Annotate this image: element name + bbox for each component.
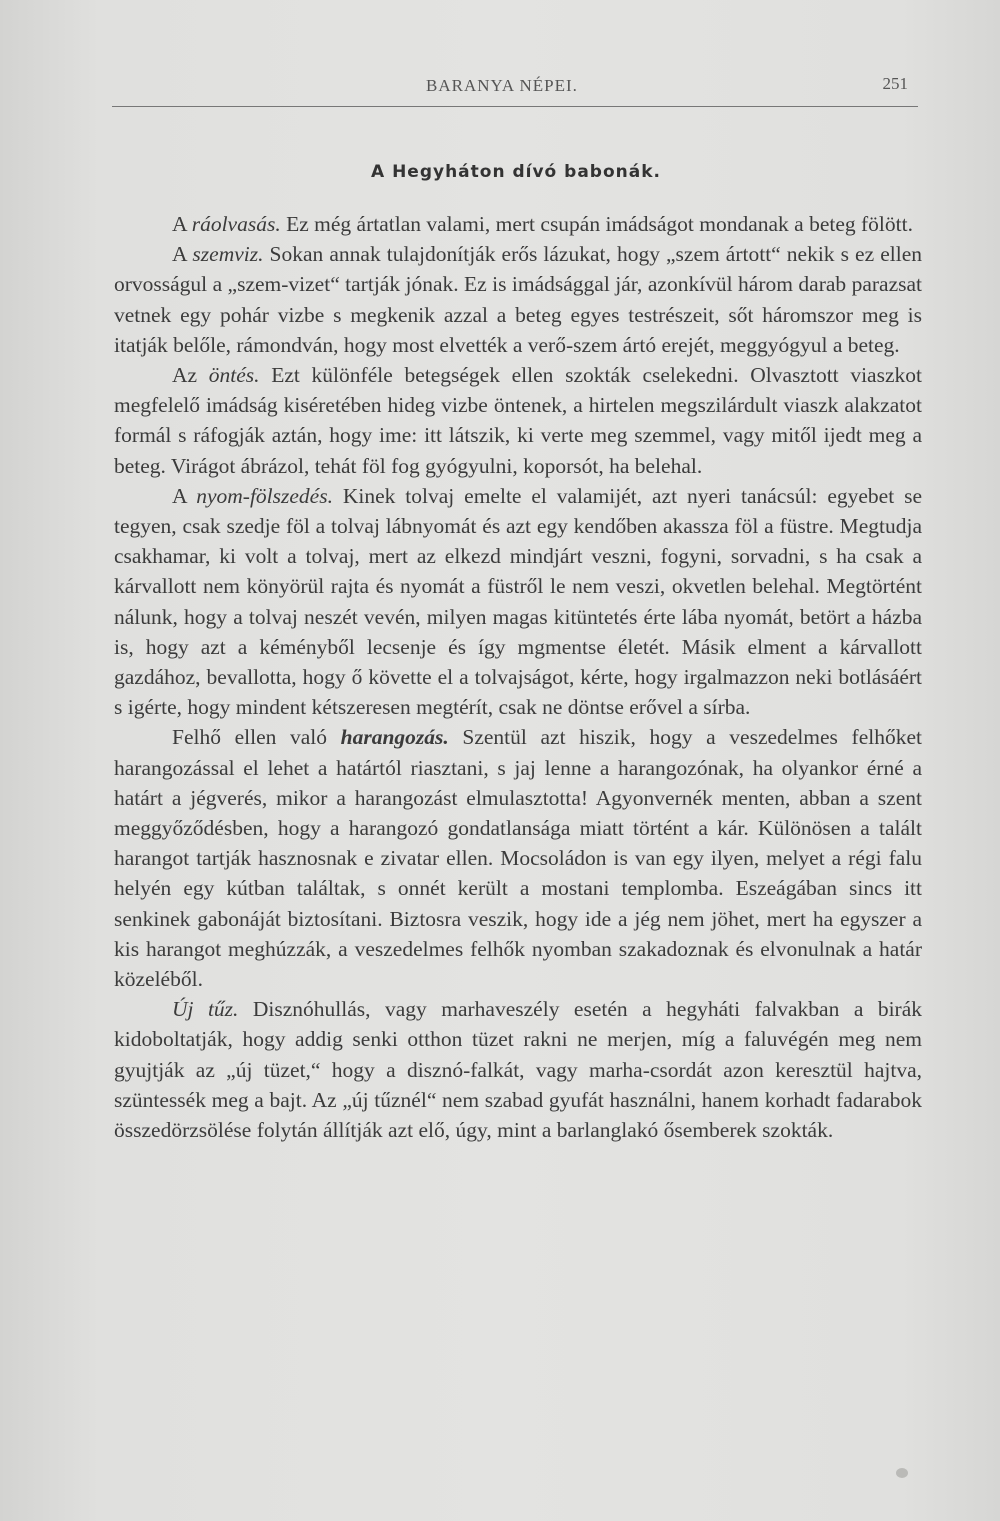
paragraph-text: Szentül azt hiszik, hogy a veszedelmes felhőket harangozással el lehet a határtól riasztani, s jaj lenne a harangozónak, ha olyankor érné a határt a jégverés, mikor a harangozást elmulasztotta! Agyonvernék menten, abban a szent meggyőződésben, hogy a harangozó gondatlansága miatt történt a kár. Különösen a talált harangot tartják hasznosnak e zivatar ellen. Mocsoládon is van egy ilyen, melyet a régi falu helyén egy kútban találtak, s onnét került a mostani templomba. Eszeágában sincs itt senkinek gabonáját biztosítani. Biztosra veszik, hogy ide a jég nem jöhet, mert ha egyszer a kis harangot meghúzzák, a veszedelmes felhők nyomban szakadoznak és elvonulnak a határ közeléből.	[114, 725, 922, 992]
paragraph-lead: Az	[172, 363, 209, 388]
paragraph-uj-tuz	[114, 994, 922, 1145]
paragraph-ontes	[114, 360, 922, 481]
running-title: BARANYA NÉPEI.	[426, 76, 578, 95]
paragraph-text: Kinek tolvaj emelte el valamijét, azt nyeri tanácsúl: egyebet se tegyen, csak szedje föl a tolvaj lábnyomát és azt egy kendőben akassza föl a füstre. Megtudja csakhamar, ki volt a tolvaj, mert az elkezd mindjárt veszni, fogyni, sorvadni, s ha csak a kárvallott nem könyörül rajta és nyomát a füstről le nem veszi, okvetlen belehal. Megtörtént nálunk, hogy a tolvaj neszét vevén, milyen magas kitüntetés érte lába nyomát, betört a házba is, hogy azt a kéményből lecsenje és így mgmentse életét. Másik elment a kárvallott gazdához, bevallotta, hogy ő követte el a tolvajságot, kérte, hogy irgalmazzon neki botlásáért s igérte, hogy mindent kétszeresen megtérít, csak ne döntse erővel a sírba.	[114, 483, 922, 720]
paragraph-term: harangozás.	[340, 725, 449, 750]
paragraph-text: Ezt különféle betegségek ellen szokták cselekedni. Olvasztott viaszkot megfelelő imádság kiséretében hideg vizbe öntenek, a hirtelen megszilárdult viaszk alakzatot formál s ráfogják aztán, hogy ime: itt látszik, ki verte meg szemmel, vagy mitől ijedt meg a beteg. Virágot ábrázol, tehát föl fog gyógyulni, koporsót, ha belehal.	[114, 363, 922, 478]
paragraph-term: Új tűz.	[172, 997, 239, 1022]
paragraph-term: szemviz.	[192, 242, 264, 267]
paragraph-lead: A	[172, 242, 193, 267]
paragraph-term: ráolvasás.	[191, 212, 281, 236]
page-header	[112, 74, 920, 104]
paragraph-szemviz	[114, 239, 922, 360]
paragraph-nyom-folszedes	[114, 481, 922, 723]
paragraph-harangozas	[114, 722, 922, 994]
paragraph-lead: A	[172, 483, 197, 508]
header-divider	[112, 106, 918, 107]
paragraph-lead: A	[172, 212, 192, 236]
page-number: 251	[882, 74, 908, 93]
article-body	[114, 209, 922, 1145]
paragraph-text: Disznóhullás, vagy marhaveszély esetén a hegyháti falvakban a birák kidoboltatják, hogy addig senki otthon tüzet rakni ne merjen, míg a faluvégén meg nem gyujtják az „új tüzet,“ hogy a disznó-falkát, vagy marha-csordát azon keresztül hajtva, szüntessék meg a bajt. Az „új tűznél“ nem szabad gyufát használni, hanem korhadt fadarabok összedörzsölése folytán állítják azt elő, úgy, mint a barlanglakó ősemberek szokták.	[114, 997, 922, 1143]
paper-speck	[896, 1468, 908, 1478]
paragraph-term: öntés.	[208, 363, 260, 388]
paragraph-text: Ez még ártatlan valami, mert csupán imádságot mondanak a beteg fölött.	[280, 212, 913, 236]
paragraph-lead: Felhő ellen való	[172, 725, 341, 750]
paragraph-term: nyom-fölszedés.	[196, 483, 333, 508]
article-title: A Hegyháton dívó babonák.	[371, 162, 661, 182]
paragraph-text: Sokan annak tulajdonítják erős lázukat, hogy „szem ártott“ nekik s ez ellen orvosságul a „szem-vizet“ tartják jónak. Ez is imádsággal jár, azonkívül három darab parazsat vetnek egy pohár vizbe s megkenik azzal a beteg egyes testrészeit, sőt háromszor meg is itatják belőle, rámondván, hogy most elvették a verő-szem ártó erejét, meggyógyul a beteg.	[114, 242, 923, 357]
paragraph-raolvasas	[114, 209, 922, 239]
